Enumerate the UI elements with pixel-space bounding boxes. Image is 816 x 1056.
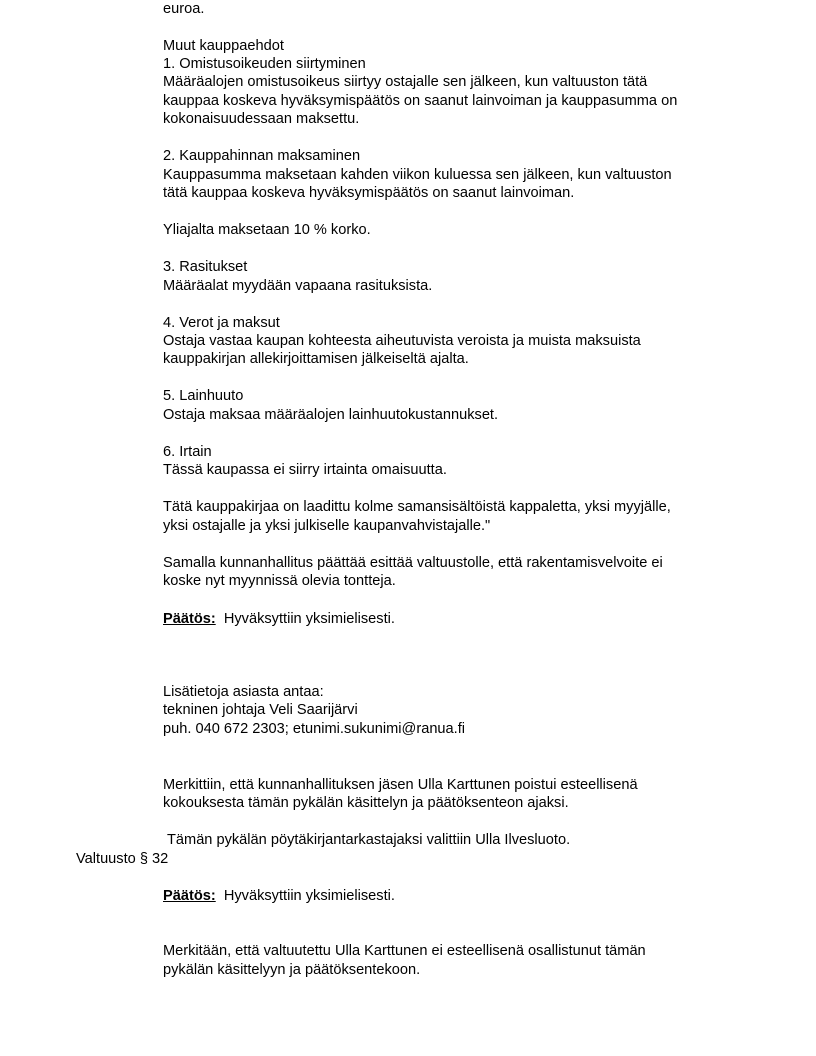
top-fragment: euroa.: [163, 1, 205, 17]
section-4-title: 4. Verot ja maksut: [163, 315, 280, 331]
board-proposal-line: koske nyt myynnissä olevia tontteja.: [163, 573, 396, 589]
contact-intro: Lisätietoja asiasta antaa:: [163, 684, 324, 700]
decision-1-text: Hyväksyttiin yksimielisesti.: [223, 611, 395, 627]
interest-note: Yliajalta maksetaan 10 % korko.: [163, 222, 371, 238]
section-1-line: kokonaisuudessaan maksettu.: [163, 111, 360, 127]
section-2-line: tätä kauppaa koskeva hyväksymispäätös on saanut lainvoiman.: [163, 185, 575, 201]
section-6-title: 6. Irtain: [163, 444, 212, 460]
recusal-note-line: kokouksesta tämän pykälän käsittelyn ja päätöksenteon ajaksi.: [163, 795, 569, 811]
section-1-line: Määräalojen omistusoikeus siirtyy ostajalle sen jälkeen, kun valtuuston tätä: [163, 74, 648, 90]
decision-2: [163, 887, 395, 905]
section-1-title: 1. Omistusoikeuden siirtyminen: [163, 56, 366, 72]
contact-person: tekninen johtaja Veli Saarijärvi: [163, 702, 358, 718]
decision-1-label: Päätös:: [163, 611, 216, 627]
section-2-title: 2. Kauppahinnan maksaminen: [163, 148, 361, 164]
copies-line: yksi ostajalle ja yksi julkiselle kaupanvahvistajalle.": [163, 518, 491, 534]
decision-1: [163, 610, 395, 628]
section-2-line: Kauppasumma maksetaan kahden viikon kuluessa sen jälkeen, kun valtuuston: [163, 167, 672, 183]
section-5-line: Ostaja maksaa määräalojen lainhuutokustannukset.: [163, 407, 499, 423]
recusal-note-line: Merkittiin, että kunnanhallituksen jäsen Ulla Karttunen poistui esteellisenä: [163, 777, 638, 793]
other-terms-heading: Muut kauppaehdot: [163, 38, 284, 54]
council-recusal-note-line: pykälän käsittelyyn ja päätöksentekoon.: [163, 962, 421, 978]
section-4-line: kauppakirjan allekirjoittamisen jälkeiseltä ajalta.: [163, 351, 469, 367]
minutes-checker-note: Tämän pykälän pöytäkirjantarkastajaksi valittiin Ulla Ilvesluoto.: [167, 832, 571, 848]
board-proposal-line: Samalla kunnanhallitus päättää esittää valtuustolle, että rakentamisvelvoite ei: [163, 555, 663, 571]
section-1-line: kauppaa koskeva hyväksymispäätös on saanut lainvoiman ja kauppasumma on: [163, 93, 678, 109]
section-5-title: 5. Lainhuuto: [163, 388, 244, 404]
section-3-line: Määräalat myydään vapaana rasituksista.: [163, 278, 433, 294]
section-6-line: Tässä kaupassa ei siirry irtainta omaisuutta.: [163, 462, 447, 478]
contact-phone-email: puh. 040 672 2303; etunimi.sukunimi@ranua.fi: [163, 721, 466, 737]
council-recusal-note-line: Merkitään, että valtuutettu Ulla Karttunen ei esteellisenä osallistunut tämän: [163, 943, 646, 959]
decision-2-text: Hyväksyttiin yksimielisesti.: [223, 888, 395, 904]
section-4-line: Ostaja vastaa kaupan kohteesta aiheutuvista veroista ja muista maksuista: [163, 333, 641, 349]
copies-line: Tätä kauppakirjaa on laadittu kolme samansisältöistä kappaletta, yksi myyjälle,: [163, 499, 671, 515]
section-3-title: 3. Rasitukset: [163, 259, 248, 275]
council-section-heading: Valtuusto § 32: [76, 851, 169, 867]
decision-2-label: Päätös:: [163, 888, 216, 904]
